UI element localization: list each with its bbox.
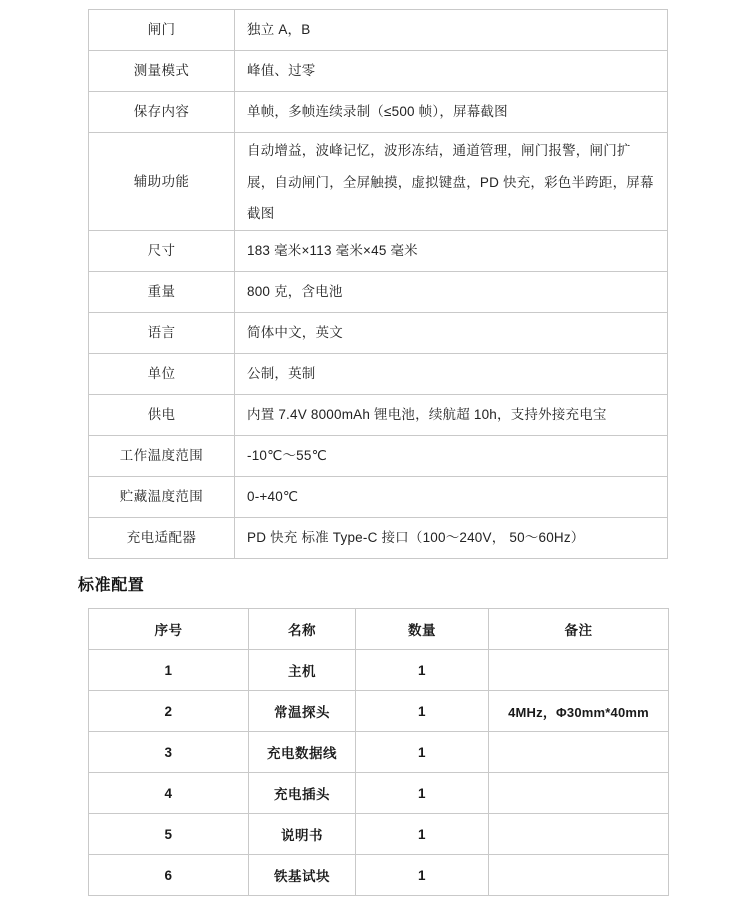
table-row — [89, 313, 668, 354]
table-row — [89, 92, 668, 133]
spec-label: 语言 — [89, 313, 235, 354]
spec-label: 供电 — [89, 395, 235, 436]
configuration-table-head — [89, 609, 669, 650]
spec-label: 辅助功能 — [89, 133, 235, 231]
cell-qty: 1 — [356, 814, 489, 855]
specification-table — [88, 9, 668, 559]
spec-value: -10℃～55℃ — [235, 436, 668, 477]
spec-label: 尺寸 — [89, 231, 235, 272]
cell-no: 3 — [89, 732, 249, 773]
table-row — [89, 51, 668, 92]
spec-label: 测量模式 — [89, 51, 235, 92]
column-header-name: 名称 — [249, 609, 356, 650]
spec-value: 独立 A，B — [235, 10, 668, 51]
table-row — [89, 272, 668, 313]
cell-no: 6 — [89, 855, 249, 896]
table-row — [89, 732, 669, 773]
cell-note — [489, 855, 669, 896]
cell-qty: 1 — [356, 691, 489, 732]
spec-value: 800 克，含电池 — [235, 272, 668, 313]
table-row — [89, 518, 668, 559]
page-title: 标准配置 — [78, 577, 145, 594]
spec-label: 工作温度范围 — [89, 436, 235, 477]
cell-name: 常温探头 — [249, 691, 356, 732]
specification-table-body — [89, 10, 668, 559]
column-header-note: 备注 — [489, 609, 669, 650]
spec-label: 闸门 — [89, 10, 235, 51]
table-row — [89, 855, 669, 896]
cell-name: 铁基试块 — [249, 855, 356, 896]
spec-label: 保存内容 — [89, 92, 235, 133]
configuration-table — [88, 608, 669, 896]
cell-qty: 1 — [356, 773, 489, 814]
table-row — [89, 814, 669, 855]
table-row — [89, 231, 668, 272]
cell-name: 说明书 — [249, 814, 356, 855]
spec-label: 贮藏温度范围 — [89, 477, 235, 518]
table-header-row — [89, 609, 669, 650]
cell-qty: 1 — [356, 732, 489, 773]
cell-note — [489, 814, 669, 855]
spec-value: 公制，英制 — [235, 354, 668, 395]
cell-note — [489, 650, 669, 691]
cell-name: 主机 — [249, 650, 356, 691]
table-row — [89, 773, 669, 814]
specification-table-container — [88, 9, 668, 559]
cell-no: 2 — [89, 691, 249, 732]
table-row — [89, 477, 668, 518]
table-row — [89, 650, 669, 691]
table-row — [89, 10, 668, 51]
cell-qty: 1 — [356, 650, 489, 691]
spec-value: 峰值、过零 — [235, 51, 668, 92]
cell-note: 4MHz，Φ30mm*40mm — [489, 691, 669, 732]
spec-value: PD 快充 标准 Type-C 接口（100～240V， 50～60Hz） — [235, 518, 668, 559]
table-row — [89, 395, 668, 436]
spec-label: 重量 — [89, 272, 235, 313]
table-row — [89, 691, 669, 732]
spec-value: 单帧，多帧连续录制（≤500 帧），屏幕截图 — [235, 92, 668, 133]
spec-value: 内置 7.4V 8000mAh 锂电池，续航超 10h，支持外接充电宝 — [235, 395, 668, 436]
cell-qty: 1 — [356, 855, 489, 896]
table-row — [89, 436, 668, 477]
configuration-table-container — [88, 608, 668, 896]
column-header-no: 序号 — [89, 609, 249, 650]
spec-label: 充电适配器 — [89, 518, 235, 559]
spec-value: 183 毫米×113 毫米×45 毫米 — [235, 231, 668, 272]
column-header-qty: 数量 — [356, 609, 489, 650]
cell-note — [489, 773, 669, 814]
cell-name: 充电插头 — [249, 773, 356, 814]
cell-no: 1 — [89, 650, 249, 691]
cell-no: 4 — [89, 773, 249, 814]
configuration-table-body — [89, 650, 669, 896]
table-row — [89, 354, 668, 395]
cell-name: 充电数据线 — [249, 732, 356, 773]
spec-label: 单位 — [89, 354, 235, 395]
spec-value: 简体中文，英文 — [235, 313, 668, 354]
spec-value: 自动增益，波峰记忆，波形冻结，通道管理，闸门报警，闸门扩展，自动闸门，全屏触摸，虚拟键盘，PD 快充，彩色半跨距，屏幕截图 — [235, 133, 668, 231]
table-row — [89, 133, 668, 231]
cell-no: 5 — [89, 814, 249, 855]
spec-value: 0-+40℃ — [235, 477, 668, 518]
cell-note — [489, 732, 669, 773]
